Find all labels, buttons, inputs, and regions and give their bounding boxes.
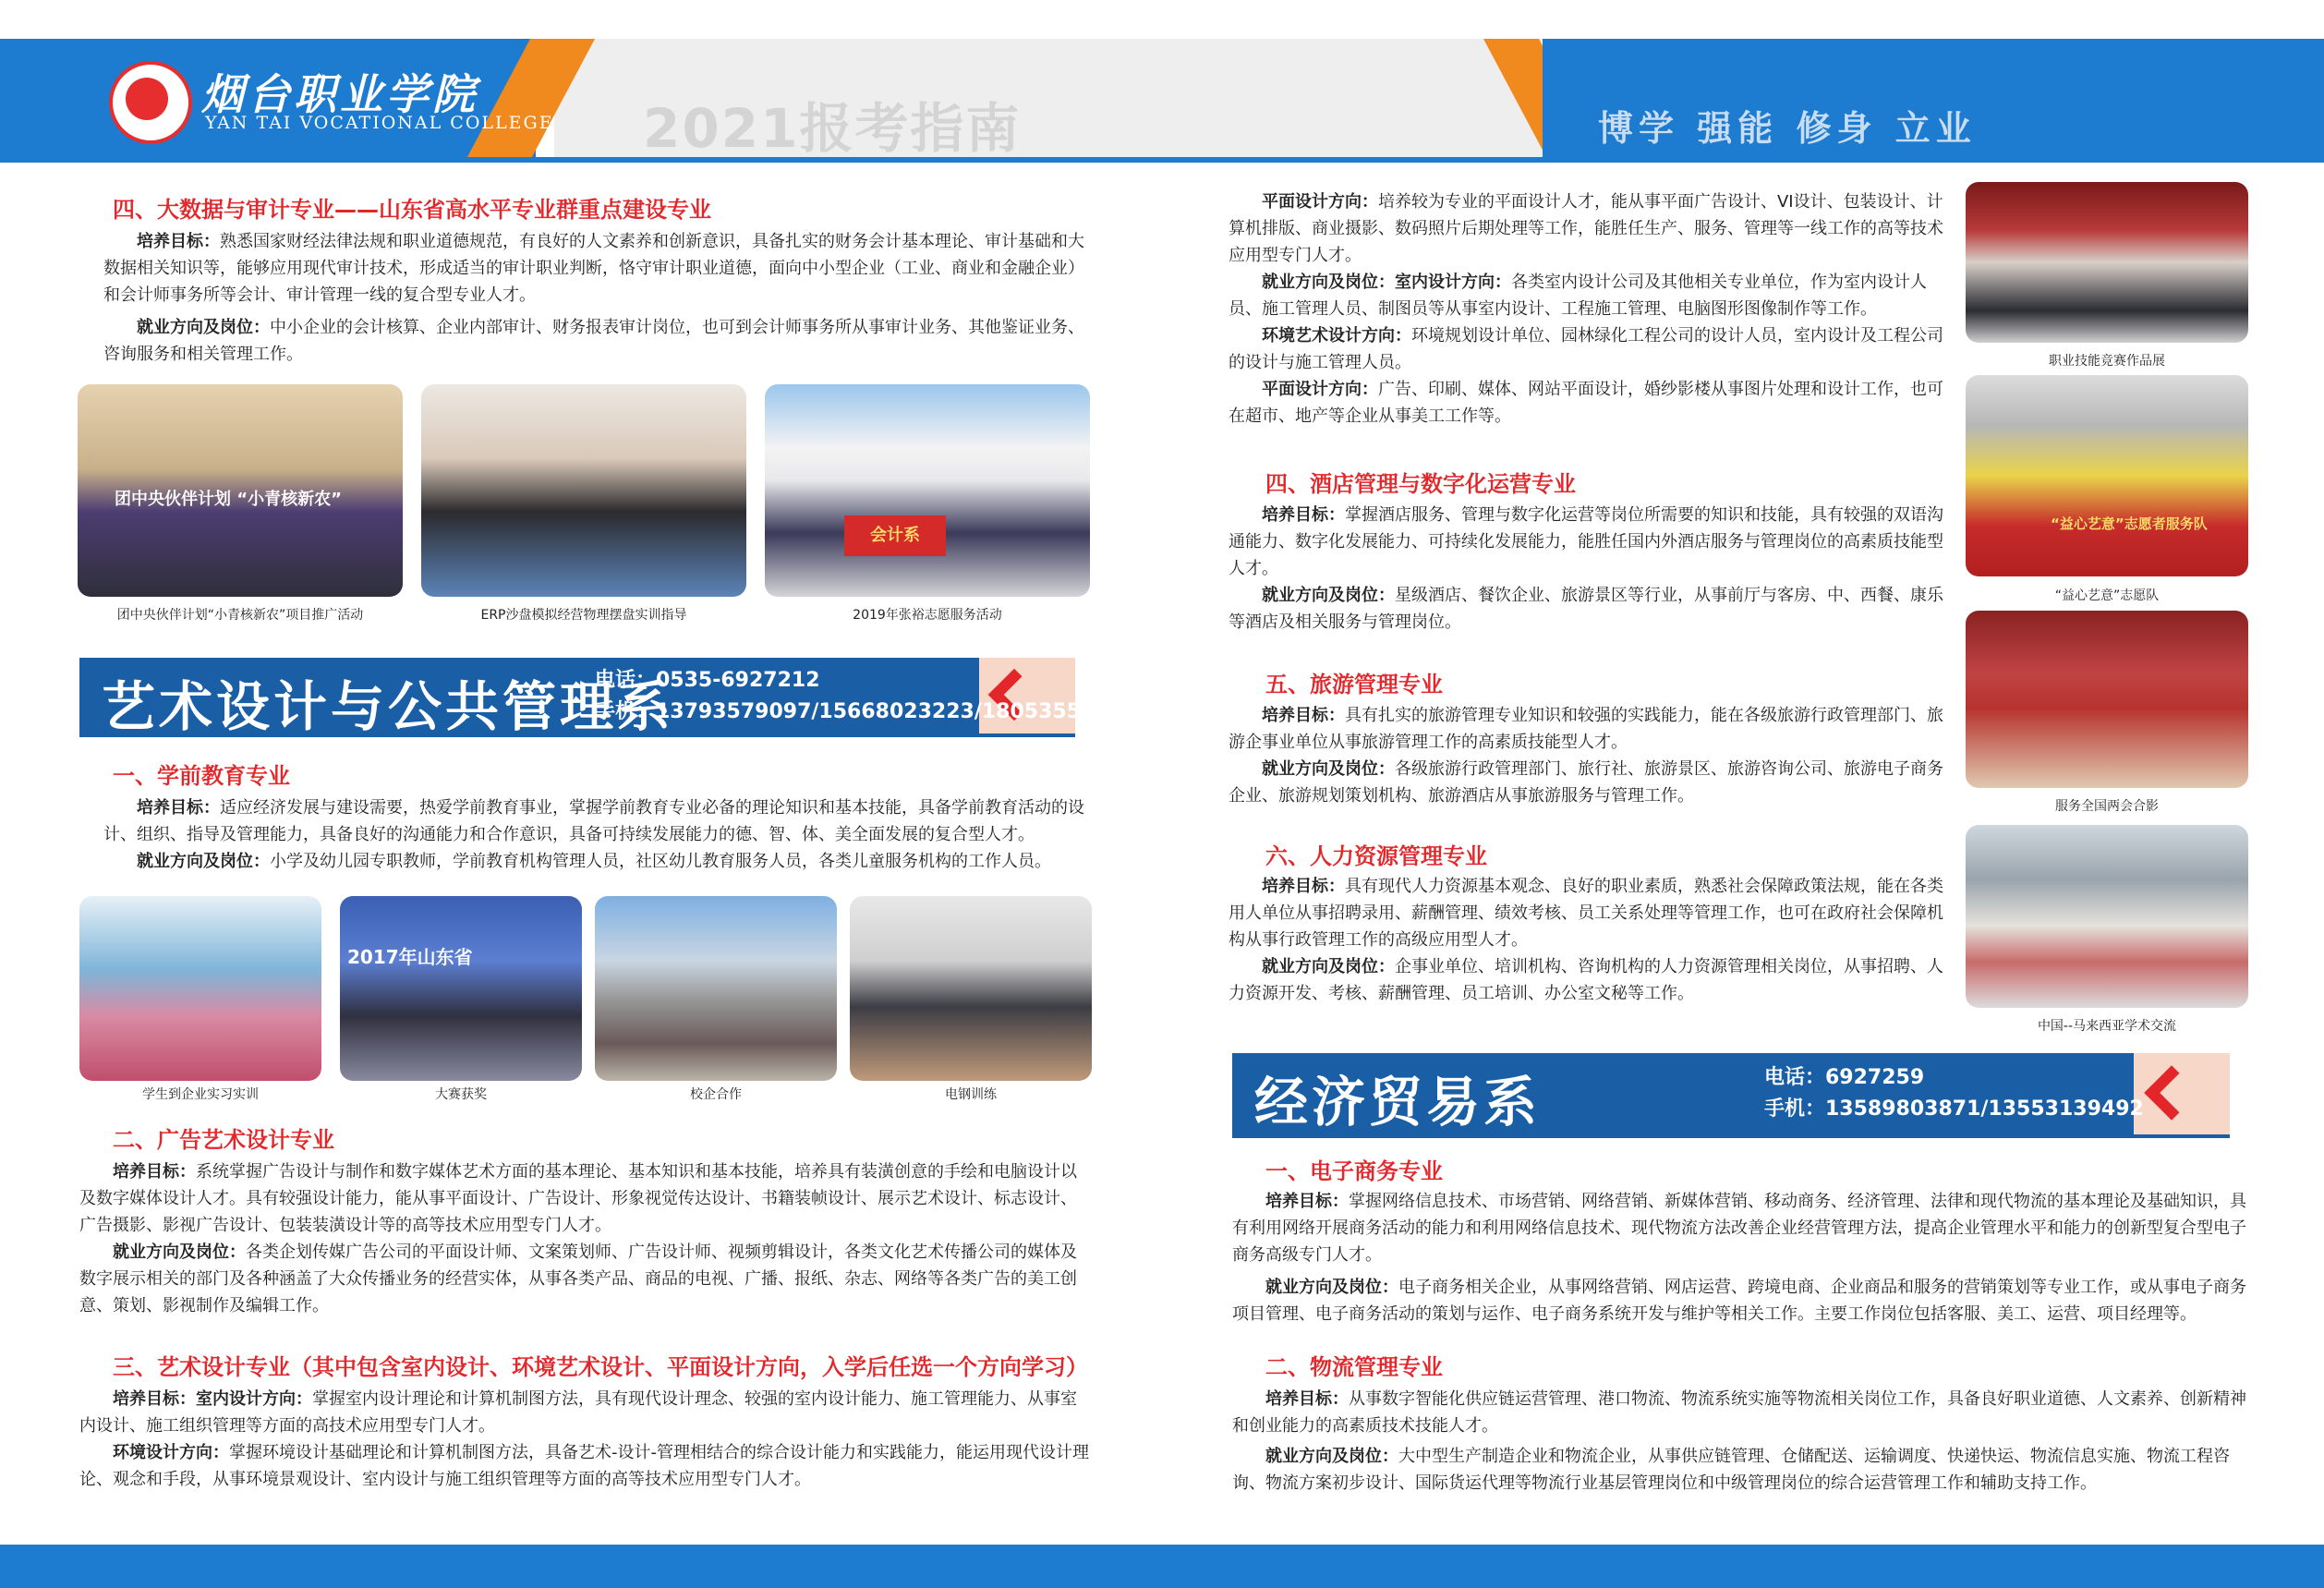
goal-paragraph [1229,702,1951,756]
goal-paragraph [79,1158,1090,1239]
department-phone: 电话：0535-6927212 [595,669,820,692]
job-paragraph [1229,582,1951,636]
goal-label: 培养目标： [1262,505,1345,525]
photo-erp-sandbox [421,384,746,597]
job-text: 大中型生产制造企业和物流企业，从事供应链管理、仓储配送、运输调度、快递快运、物流信息实施、物流工程咨询、物流方案初步设计、国际货运代理等物流行业基层管理岗位和中级管理岗位的综合运营管理工作和辅助支持工作。 [1232,1447,2230,1493]
photo-banner-text: “益心艺意”志愿者服务队 [2051,515,2208,532]
goal-label: 培养目标： [1262,706,1345,725]
department-mobile: 手机：13589803871/13553139492 [1764,1097,2144,1121]
photo-malaysia-exchange [1966,825,2248,1008]
job-paragraph [1229,953,1951,1007]
photo-caption: ERP沙盘模拟经营物理摆盘实训指导 [480,608,687,623]
section-title: 五、旅游管理专业 [1265,672,1443,697]
section-title: 一、电子商务专业 [1265,1158,1443,1184]
college-logo-emblem [126,78,168,120]
env-paragraph [1229,322,1951,376]
section-body [79,1158,1090,1319]
job-label: 就业方向及岗位： [1262,759,1395,779]
job-paragraph [79,1239,1090,1319]
photo-caption: 学生到企业实习实训 [142,1087,259,1102]
plane2-label: 平面设计方向： [1262,380,1378,399]
env-label: 环境艺术设计方向： [1262,326,1411,345]
college-name-en: YAN TAI VOCATIONAL COLLEGE [205,113,554,133]
photo-skills-exhibition [1966,182,2248,343]
section-body [1229,873,1951,1007]
section-body [1229,188,1951,430]
photo-piano [850,896,1092,1081]
job-text: 星级酒店、餐饮企业、旅游景区等行业，从事前厅与客房、中、西餐、康乐等酒店及相关服务与管理岗位。 [1229,586,1943,632]
department-contact [1764,1062,2144,1125]
photo-caption: 服务全国两会合影 [2055,799,2159,814]
job-text: 小学及幼儿园专职教师，学前教育机构管理人员，社区幼儿教育服务人员，各类儿童服务机构的工作人员。 [270,852,1051,871]
goal-paragraph [79,1386,1090,1439]
job-text: 各类企划传媒广告公司的平面设计师、文案策划师、广告设计师、视频剪辑设计，各类文化艺术传播公司的媒体及数字展示相关的部门及各种涵盖了大众传播业务的经营实体，从事各类产品、商品的电视、广播、报纸、杂志、网络等各类广告的美工创意、策划、影视制作及编辑工作。 [79,1243,1077,1315]
job-paragraph [103,848,1090,875]
job-text: 中小企业的会计核算、企业内部审计、财务报表审计岗位，也可到会计师事务所从事审计业务、其他鉴证业务、咨询服务和相关管理工作。 [103,318,1084,364]
section-body [103,228,1090,368]
goal-text: 从事数字智能化供应链运营管理、港口物流、物流系统实施等物流相关岗位工作，具备良好职业道德、人文素养、创新精神和创业能力的高素质技术技能人才。 [1232,1389,2246,1436]
footer-band [0,1545,2324,1588]
photo-caption: 电钢训练 [945,1087,997,1102]
section-body [1232,1188,2248,1327]
goal-paragraph [103,794,1090,848]
goal-text: 适应经济发展与建设需要，热爱学前教育事业，掌握学前教育专业必备的理论知识和基本技能，具备学前教育活动的设计、组织、指导及管理能力，具备良好的沟通能力和合作意识，具备可持续发展能力的德、智、体、美全面发展的复合型人才。 [103,798,1084,844]
goal-text: 系统掌握广告设计与制作和数字媒体艺术方面的基本理论、基本知识和基本技能，培养具有装潢创意的手绘和电脑设计以及数字媒体设计人才。具有较强设计能力，能从事平面设计、广告设计、形象视觉传达设计、书籍装帧设计、展示艺术设计、标志设计、广告摄影、影视广告设计、包装装潢设计等的高等技术应用型专门人才。 [79,1162,1077,1235]
photo-volunteer-team [1966,375,2248,576]
goal-text: 掌握酒店服务、管理与数字化运营等岗位所需要的知识和技能，具有较强的双语沟通能力、数字化发展能力、可持续化发展能力，能胜任国内外酒店服务与管理岗位的高素质技能型人才。 [1229,505,1943,578]
section-title: 二、广告艺术设计专业 [113,1127,334,1153]
header-rule [0,157,2324,163]
goal-label: 培养目标： [1262,877,1345,896]
goal-text: 掌握室内设计理论和计算机制图方法，具有现代设计理念、较强的室内设计能力、施工管理能力、从事室内设计、施工组织管理等方面的高技术应用型专门人才。 [79,1389,1077,1436]
job-paragraph [103,314,1090,368]
department-title: 艺术设计与公共管理系 [102,675,675,738]
job-label: 就业方向及岗位： [113,1243,246,1262]
plane-text: 培养较为专业的平面设计人才，能从事平面广告设计、VI设计、包装设计、计算机排版、商业摄影、数码照片后期处理等工作，能胜任生产、服务、管理等一线工作的高等技术应用型专门人才。 [1229,192,1943,265]
job-label: 就业方向及岗位： [1265,1278,1398,1297]
section-title: 四、大数据与审计专业——山东省高水平专业群重点建设专业 [113,197,711,223]
plane2-text: 广告、印刷、媒体、网站平面设计，婚纱影楼从事图片处理和设计工作，也可在超市、地产等企业从事美工工作等。 [1229,380,1943,426]
section-body [1232,1386,2248,1497]
job-label: 就业方向及岗位： [1262,586,1395,605]
goal-paragraph [1229,873,1951,953]
photo-school-enterprise [595,896,837,1081]
college-motto: 博学 强能 修身 立业 [1598,108,1977,149]
job-text: 企事业单位、培训机构、咨询机构的人力资源管理相关岗位，从事招聘、人力资源开发、考核、薪酬管理、员工培训、办公室文秘等工作。 [1229,957,1943,1003]
goal-paragraph [103,228,1090,309]
photo-caption: 2019年张裕志愿服务活动 [853,608,1002,623]
job-paragraph [1229,756,1951,809]
env-label: 环境设计方向： [113,1443,229,1462]
section-title: 六、人力资源管理专业 [1265,843,1487,869]
photo-caption: “益心艺意”志愿队 [2054,588,2160,603]
job-text: 电子商务相关企业，从事网络营销、网店运营、跨境电商、企业商品和服务的营销策划等专业工作，或从事电子商务项目管理、电子商务活动的策划与运作、电子商务系统开发与维护等相关工作。主要工作岗位包括客服、美工、运营、项目经理等。 [1232,1278,2246,1324]
college-name-cn: 烟台职业学院 [201,69,478,119]
photo-two-sessions [1966,611,2248,788]
goal-paragraph [1232,1386,2248,1439]
section-title: 一、学前教育专业 [113,763,290,789]
photo-banner-text: 2017年山东省 [347,946,473,968]
photo-internship [79,896,321,1081]
job-label: 就业方向及岗位： [1262,957,1395,976]
goal-label: 培养目标： [1265,1192,1349,1211]
goal-text: 熟悉国家财经法律法规和职业道德规范，有良好的人文素养和创新意识，具备扎实的财务会计基本理论、审计基础和大数据相关知识等，能够应用现代审计技术，形成适当的审计职业判断，恪守审计职业道德，面向中小型企业（工业、商业和金融企业）和会计师事务所等会计、审计管理一线的复合型专业人才。 [103,232,1084,305]
photo-caption: 校企合作 [690,1087,742,1102]
photo-caption: 大赛获奖 [435,1087,487,1102]
job-label: 就业方向及岗位： [1265,1447,1398,1466]
job-label: 就业方向及岗位：室内设计方向： [1262,273,1511,292]
env-paragraph [79,1439,1090,1493]
section-body [103,794,1090,875]
env-text: 掌握环境设计基础理论和计算机制图方法，具备艺术-设计-管理相结合的综合设计能力和实践能力，能运用现代设计理论、观念和手段，从事环境景观设计、室内设计与施工组织管理等方面的高等技术应用型专门人才。 [79,1443,1089,1489]
goal-label: 培养目标： [1265,1389,1349,1409]
goal-paragraph [1229,502,1951,582]
job-paragraph [1232,1443,2248,1497]
section-title: 四、酒店管理与数字化运营专业 [1265,471,1576,497]
plane-paragraph [1229,188,1951,269]
plane2-paragraph [1229,376,1951,430]
goal-paragraph [1232,1188,2248,1268]
goal-text: 具有现代人力资源基本观念、良好的职业素质，熟悉社会保障政策法规，能在各类用人单位从事招聘录用、薪酬管理、绩效考核、员工关系处理等管理工作，也可在政府社会保障机构从事行政管理工作的高级应用型人才。 [1229,877,1943,950]
photo-banner-text: 团中央伙伴计划 “小青核新农” [115,490,342,509]
job-paragraph [1229,269,1951,322]
goal-label: 培养目标： [137,232,220,251]
department-mobile: 手机：13793579097/15668023223/18053559767 [595,700,1138,723]
photo-award [340,896,582,1081]
goal-label: 培养目标： [137,798,220,818]
job-label: 就业方向及岗位： [137,852,270,871]
photo-banner-text: 会计系 [844,515,946,556]
job-paragraph [1232,1274,2248,1327]
photo-caption: 团中央伙伴计划“小青核新农”项目推广活动 [116,608,364,623]
section-title: 三、艺术设计专业（其中包含室内设计、环境艺术设计、平面设计方向，入学后任选一个方向学习） [113,1354,1088,1380]
section-body [79,1386,1090,1493]
job-label: 就业方向及岗位： [137,318,270,337]
department-contact [595,665,1137,728]
section-title: 二、物流管理专业 [1265,1354,1443,1380]
job-text: 各级旅游行政管理部门、旅行社、旅游景区、旅游咨询公司、旅游电子商务企业、旅游规划策划机构、旅游酒店从事旅游服务与管理工作。 [1229,759,1943,806]
goal-label: 培养目标：室内设计方向： [113,1389,312,1409]
plane-label: 平面设计方向： [1262,192,1378,212]
env-text: 环境规划设计单位、园林绿化工程公司的设计人员，室内设计及工程公司的设计与施工管理人员。 [1229,326,1943,372]
guide-title: 2021报考指南 [643,97,1022,160]
goal-text: 掌握网络信息技术、市场营销、网络营销、新媒体营销、移动商务、经济管理、法律和现代物流的基本理论及基础知识，具有利用网络开展商务活动的能力和利用网络信息技术、现代物流方法改善企业经营管理方法，提高企业管理水平和能力的创新型复合型电子商务高级专门人才。 [1232,1192,2246,1265]
photo-caption: 职业技能竞赛作品展 [2049,354,2165,369]
goal-label: 培养目标： [113,1162,196,1182]
goal-text: 具有扎实的旅游管理专业知识和较强的实践能力，能在各级旅游行政管理部门、旅游企事业单位从事旅游管理工作的高素质技能型人才。 [1229,706,1943,752]
photo-volunteer-group [765,384,1090,597]
department-title: 经济贸易系 [1254,1071,1542,1133]
section-body [1229,502,1951,636]
photo-youth-project [78,384,403,597]
job-text: 各类室内设计公司及其他相关专业单位，作为室内设计人员、施工管理人员、制图员等从事室内设计、工程施工管理、电脑图形图像制作等工作。 [1229,273,1927,319]
photo-caption: 中国--马来西亚学术交流 [2037,1019,2177,1034]
section-body [1229,702,1951,809]
department-phone: 电话：6927259 [1764,1066,1925,1089]
